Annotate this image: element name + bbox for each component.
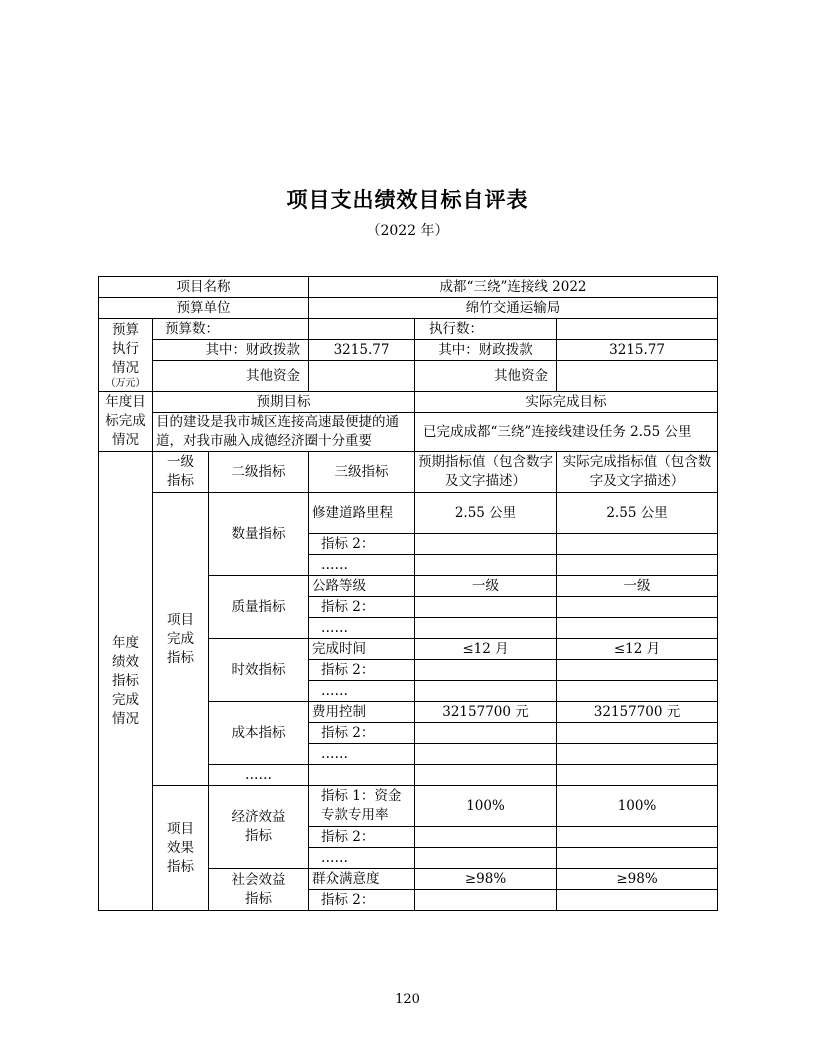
- actual-value: [557, 890, 718, 911]
- level3-name: 群众满意度: [309, 869, 415, 890]
- other-funds-row: [99, 361, 718, 392]
- level3-name: 指标 2：: [309, 660, 415, 681]
- budget-label-line2: 执行: [112, 341, 139, 357]
- executed-amount-value: [557, 319, 718, 340]
- expected-value: [415, 890, 557, 911]
- level3-name: [309, 765, 415, 786]
- expected-value: [415, 723, 557, 744]
- expected-goal-header: 预期目标: [153, 392, 415, 413]
- social-indicator-label: 社会效益指标: [209, 869, 309, 911]
- actual-value: [557, 534, 718, 555]
- actual-value: 32157700 元: [557, 702, 718, 723]
- other-funds-label-planned: 其他资金: [153, 361, 309, 392]
- expected-value: 100%: [415, 786, 557, 827]
- actual-value: 2.55 公里: [557, 493, 718, 534]
- level3-name: 费用控制: [309, 702, 415, 723]
- actual-value: [557, 618, 718, 639]
- budget-label-line1: 预算: [112, 322, 139, 338]
- annual-goal-header-row: [99, 392, 718, 413]
- level3-name: ……: [309, 848, 415, 869]
- level3-name: 指标 2：: [309, 534, 415, 555]
- project-name-label: 项目名称: [99, 277, 309, 298]
- budget-unit-row: [99, 298, 718, 319]
- actual-value: [557, 848, 718, 869]
- expected-value: 一级: [415, 576, 557, 597]
- actual-value: [557, 744, 718, 765]
- page-title: 项目支出绩效目标自评表: [286, 188, 529, 212]
- actual-goal-text: 已完成成都“三绕”连接线建设任务 2.55 公里: [415, 413, 718, 452]
- expected-value: [415, 744, 557, 765]
- actual-value: [557, 555, 718, 576]
- actual-value-header: 实际完成指标值（包含数字及文字描述）: [557, 452, 718, 493]
- level3-name: 完成时间: [309, 639, 415, 660]
- expected-value: ≥98%: [415, 869, 557, 890]
- expected-value: [415, 827, 557, 848]
- expected-value: [415, 618, 557, 639]
- level3-name: ……: [309, 555, 415, 576]
- project-effect-label: 项目效果指标: [153, 786, 209, 911]
- executed-amount-label: 执行数：: [415, 319, 557, 340]
- fiscal-row: [99, 340, 718, 361]
- budget-unit-note: （万元）: [105, 378, 146, 389]
- fiscal-planned-value: 3215.77: [309, 340, 415, 361]
- level1-header: 一级指标: [153, 452, 209, 493]
- expected-value: ≤12 月: [415, 639, 557, 660]
- level3-name: 指标 2：: [309, 890, 415, 911]
- timeliness-indicator-label: 时效指标: [209, 639, 309, 702]
- expected-value: [415, 555, 557, 576]
- project-name-row: [99, 277, 718, 298]
- other-funds-planned-value: [309, 361, 415, 392]
- actual-value: [557, 723, 718, 744]
- level3-name: 指标 2：: [309, 827, 415, 848]
- level3-name: 指标 1：资金专款专用率: [309, 786, 415, 827]
- actual-value: ≤12 月: [557, 639, 718, 660]
- annual-goal-content-row: [99, 413, 718, 452]
- self-evaluation-table: [98, 276, 718, 911]
- expected-value: [415, 597, 557, 618]
- other-funds-label-executed: 其他资金: [415, 361, 557, 392]
- budget-execution-label: [99, 319, 153, 392]
- level3-header: 三级指标: [309, 452, 415, 493]
- level3-name: ……: [309, 681, 415, 702]
- project-name-value: 成都“三绕”连接线 2022: [309, 277, 718, 298]
- level3-name: 修建道路里程: [309, 493, 415, 534]
- performance-indicators-label: 年度绩效指标完成情况: [99, 452, 153, 911]
- other-funds-executed-value: [557, 361, 718, 392]
- fiscal-label-planned: 其中：财政拨款: [153, 340, 309, 361]
- actual-value: [557, 597, 718, 618]
- indicator-header-row: [99, 452, 718, 493]
- level3-name: ……: [309, 744, 415, 765]
- actual-value: [557, 765, 718, 786]
- actual-value: [557, 681, 718, 702]
- budget-label-line3: 情况: [112, 360, 139, 376]
- actual-value: [557, 660, 718, 681]
- fiscal-label-executed: 其中：财政拨款: [415, 340, 557, 361]
- planned-amount-value: [309, 319, 415, 340]
- quantity-indicator-label: 数量指标: [209, 493, 309, 576]
- fiscal-executed-value: 3215.77: [557, 340, 718, 361]
- actual-value: 100%: [557, 786, 718, 827]
- annual-goal-label: 年度目标完成情况: [99, 392, 153, 452]
- budget-unit-value: 绵竹交通运输局: [309, 298, 718, 319]
- expected-value: [415, 534, 557, 555]
- cost-indicator-label: 成本指标: [209, 702, 309, 765]
- level2-more: ……: [209, 765, 309, 786]
- expected-value: 32157700 元: [415, 702, 557, 723]
- level3-name: ……: [309, 618, 415, 639]
- expected-value: [415, 660, 557, 681]
- planned-amount-label: 预算数：: [153, 319, 309, 340]
- table-row: [99, 493, 718, 534]
- page-number: 120: [395, 992, 420, 1007]
- year-subtitle: （2022 年）: [366, 223, 449, 239]
- economic-indicator-label: 经济效益指标: [209, 786, 309, 869]
- expected-value: 2.55 公里: [415, 493, 557, 534]
- table-row: [99, 786, 718, 827]
- expected-goal-text: 目的建设是我市城区连接高速最便捷的通道，对我市融入成德经济圈十分重要: [153, 413, 415, 452]
- expected-value: [415, 681, 557, 702]
- expected-value-header: 预期指标值（包含数字及文字描述）: [415, 452, 557, 493]
- actual-goal-header: 实际完成目标: [415, 392, 718, 413]
- expected-value: [415, 765, 557, 786]
- actual-value: [557, 827, 718, 848]
- level3-name: 指标 2：: [309, 597, 415, 618]
- project-completion-label: 项目完成指标: [153, 493, 209, 786]
- budget-unit-label: 预算单位: [99, 298, 309, 319]
- quality-indicator-label: 质量指标: [209, 576, 309, 639]
- actual-value: ≥98%: [557, 869, 718, 890]
- level3-name: 指标 2：: [309, 723, 415, 744]
- actual-value: 一级: [557, 576, 718, 597]
- expected-value: [415, 848, 557, 869]
- level3-name: 公路等级: [309, 576, 415, 597]
- level2-header: 二级指标: [209, 452, 309, 493]
- budget-header-row: [99, 319, 718, 340]
